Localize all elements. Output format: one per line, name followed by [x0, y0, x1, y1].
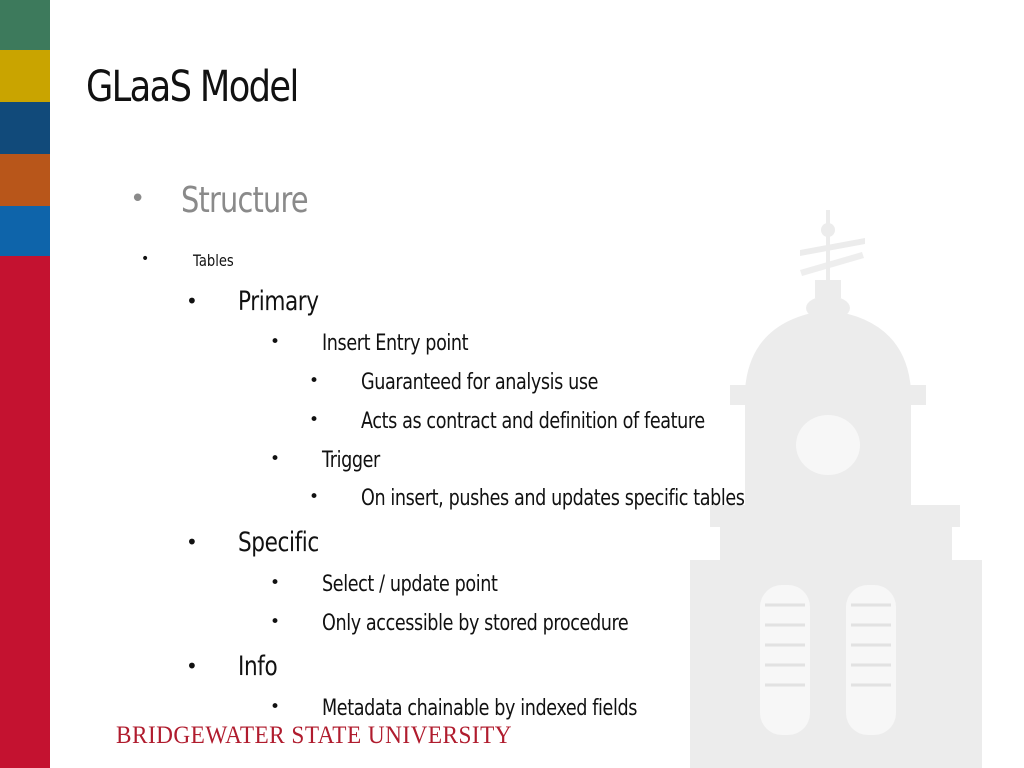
outline-item-level-2: Info	[238, 650, 278, 682]
outline-item-level-4: Guaranteed for analysis use	[361, 369, 599, 395]
left-color-bar	[0, 0, 50, 768]
color-bar-blue	[0, 206, 50, 256]
slide-title: GLaaS Model	[86, 62, 298, 112]
outline-item-level-3: Trigger	[322, 447, 380, 473]
outline-item-level-3: Only accessible by stored procedure	[322, 610, 629, 636]
bullet-dot: •	[309, 487, 320, 508]
bullet-dot: •	[186, 529, 198, 554]
color-bar-gold	[0, 50, 50, 102]
outline-item-level-2: Specific	[238, 526, 319, 558]
bullet-dot: •	[186, 653, 198, 678]
outline-item-level-4: On insert, pushes and updates specific tables	[361, 485, 745, 511]
outline-item-level-2: Primary	[238, 285, 319, 317]
bullet-dot: •	[270, 612, 281, 633]
bullet-dot: •	[309, 371, 320, 392]
university-footer-logo: BRIDGEWATER STATE UNIVERSITY	[116, 722, 513, 749]
bullet-dot: •	[270, 573, 281, 594]
color-bar-red	[0, 256, 50, 768]
bullet-dot: •	[141, 251, 150, 268]
outline-item-level-0: Structure	[181, 179, 308, 221]
outline-item-level-1: Tables	[193, 250, 234, 270]
outline-item-level-3: Metadata chainable by indexed fields	[322, 695, 637, 721]
bullet-dot: •	[186, 288, 198, 313]
color-bar-green	[0, 0, 50, 50]
outline-item-level-3: Insert Entry point	[322, 330, 469, 356]
bullet-dot: •	[130, 183, 146, 214]
color-bar-orange	[0, 154, 50, 206]
campanile-watermark-image	[650, 200, 1024, 768]
bullet-dot: •	[270, 697, 281, 718]
bullet-dot: •	[309, 410, 320, 431]
outline-item-level-3: Select / update point	[322, 571, 498, 597]
outline-item-level-4: Acts as contract and definition of feature	[361, 408, 705, 434]
bullet-dot: •	[270, 332, 281, 353]
bullet-dot: •	[270, 449, 281, 470]
color-bar-navy	[0, 102, 50, 154]
